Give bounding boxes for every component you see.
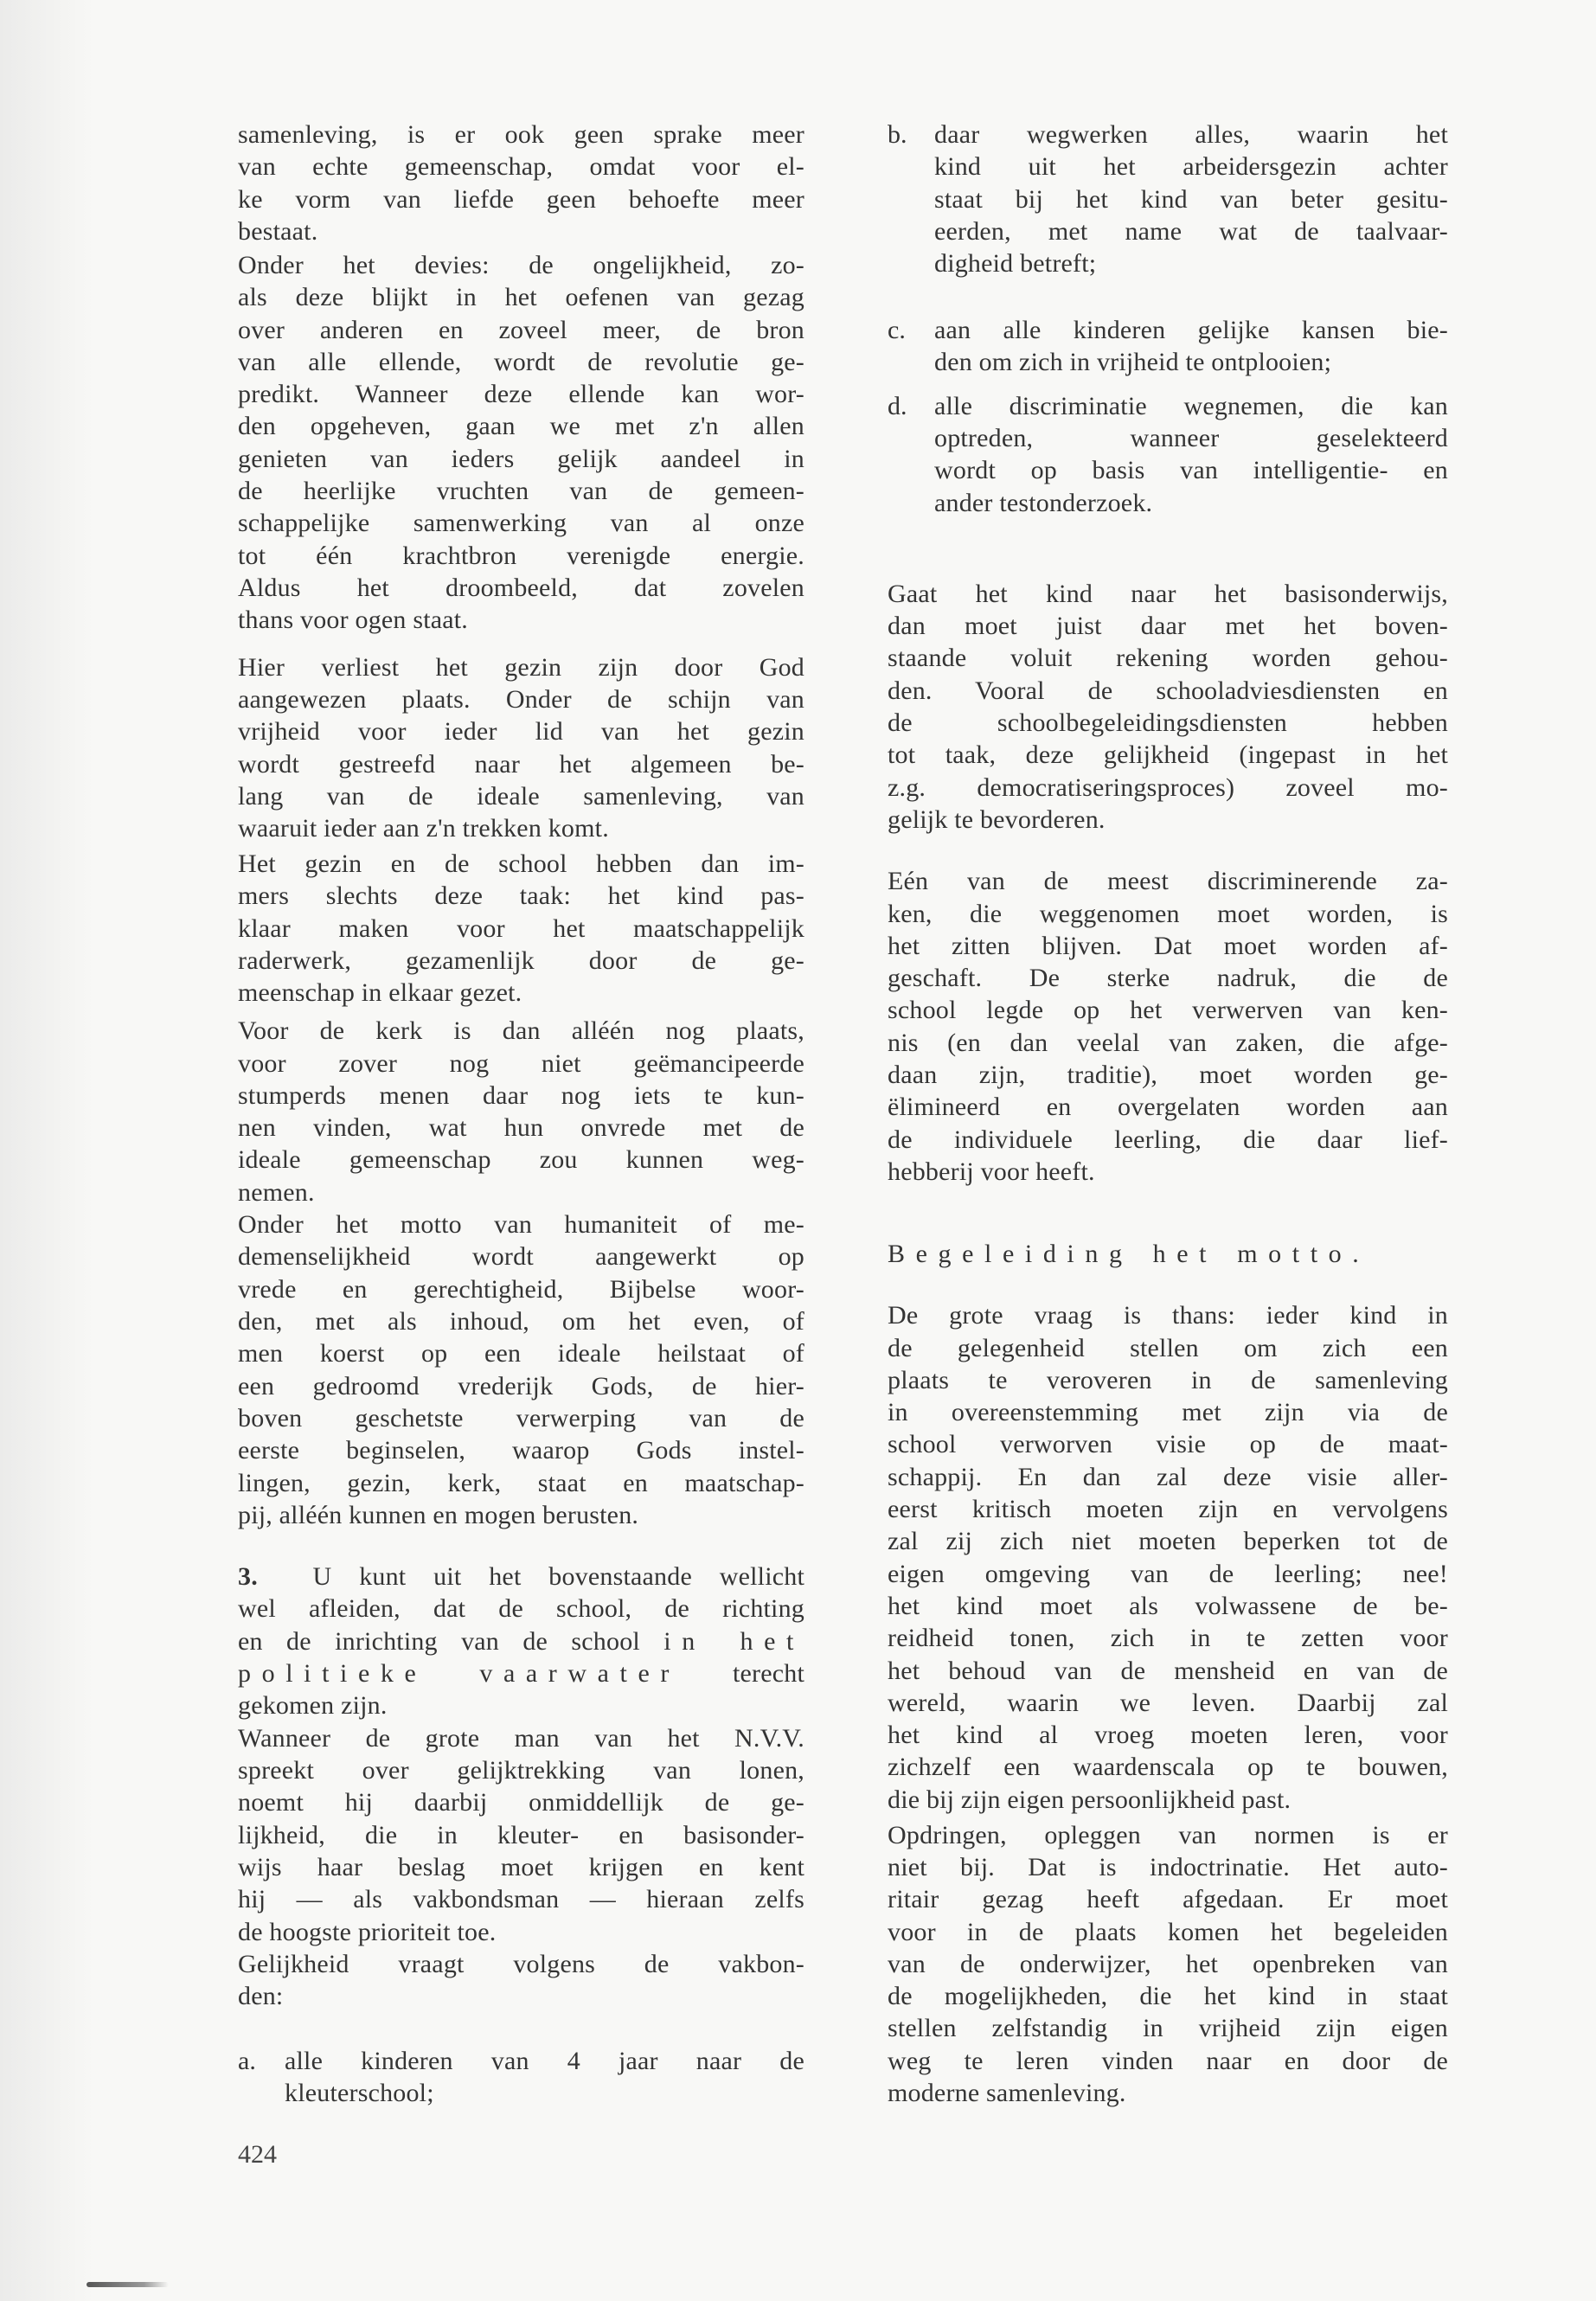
text-line: demenselijkheid wordt aangewerkt op — [238, 1242, 804, 1272]
paragraph — [238, 249, 804, 637]
text-line: de gelegenheid stellen om zich een — [888, 1333, 1448, 1362]
text-line: nis (en dan veelal van zaken, die afge- — [888, 1028, 1448, 1057]
section-number: 3. — [238, 1562, 258, 1592]
paragraph — [238, 1948, 804, 2013]
spaced-emphasis-text: Begeleiding — [888, 1240, 1133, 1269]
spaced-emphasis-text: het — [1152, 1240, 1218, 1269]
text-line: aan alle kinderen gelijke kansen bie- — [934, 315, 1448, 344]
text-line: genieten van ieders gelijk aandeel in — [238, 444, 804, 473]
list-marker: a. — [238, 2046, 256, 2075]
text-line: staande voluit rekening worden gehou- — [888, 644, 1448, 673]
text-line: Gelijkheid vraagt volgens de vakbon- — [238, 1949, 804, 1978]
page-edge-shadow — [0, 0, 95, 2301]
text-line: eigen omgeving van de leerling; nee! — [888, 1559, 1448, 1588]
list-marker: c. — [888, 315, 906, 344]
text-line: het kind moet als volwassene de be- — [888, 1591, 1448, 1620]
list-item-text — [285, 2045, 804, 2110]
text-line: de mogelijkheden, die het kind in staat — [888, 1982, 1448, 2011]
text-line: het zitten blijven. Dat moet worden af- — [888, 931, 1448, 960]
text-line: ander testonderzoek. — [934, 488, 1153, 517]
text-line: klaar maken voor het maatschappelijk — [238, 913, 804, 943]
text-line: wordt op basis van intelligentie- en — [934, 456, 1448, 485]
text-line: tot één krachtbron verenigde energie. — [238, 541, 804, 570]
spaced-emphasis-text: in het — [663, 1626, 804, 1656]
text-line: Onder het devies: de ongelijkheid, zo- — [238, 250, 804, 279]
paragraph — [238, 119, 804, 247]
paragraph — [888, 578, 1448, 836]
text-line: samenleving, is er ook geen sprake meer — [238, 120, 804, 150]
text-line: raderwerk, gezamenlijk door de ge- — [238, 945, 804, 975]
paragraph — [888, 1299, 1448, 1816]
text-segment: en de inrichting van de school — [238, 1626, 664, 1656]
text-line: vrijheid voor ieder lid van het gezin — [238, 717, 804, 747]
text-line: die bij zijn eigen persoonlijkheid past. — [888, 1785, 1292, 1814]
text-line: nemen. — [238, 1177, 315, 1207]
text-line: ideale gemeenschap zou kunnen weg- — [238, 1145, 804, 1175]
text-line: wel afleiden, dat de school, de richting — [238, 1594, 804, 1624]
text-line: digheid betreft; — [934, 249, 1097, 279]
text-line: men koerst op een ideale heilstaat of — [238, 1339, 804, 1368]
text-segment: terecht — [680, 1659, 804, 1689]
text-segment: U kunt uit het bovenstaande wellicht — [257, 1562, 804, 1592]
text-line: het behoud van de mensheid en van de — [888, 1656, 1448, 1685]
text-line: de hoogste prioriteit toe. — [238, 1917, 497, 1946]
list-item — [888, 119, 1448, 279]
text-line: waaruit ieder aan z'n trekken komt. — [238, 814, 609, 843]
text-line: hij — als vakbondsman — hieraan zelfs — [238, 1885, 804, 1914]
text-line: eerste beginselen, waarop Gods instel- — [238, 1436, 804, 1465]
text-line — [888, 1238, 1448, 1270]
text-line: vrede en gerechtigheid, Bijbelse woor- — [238, 1274, 804, 1304]
text-line: boven geschetste verwerping van de — [238, 1403, 804, 1433]
text-line: aangewezen plaats. Onder de schijn van — [238, 684, 804, 714]
text-line: het kind al vroeg moeten leren, voor — [888, 1721, 1448, 1750]
text-line: Hier verliest het gezin zijn door God — [238, 652, 804, 682]
text-line: staat bij het kind van beter gesitu- — [934, 184, 1448, 214]
text-line: tot taak, deze gelijkheid (ingepast in het — [888, 740, 1448, 770]
text-line: ëlimineerd en overgelaten worden aan — [888, 1093, 1448, 1122]
text-line: bestaat. — [238, 216, 318, 246]
text-line: de heerlijke vruchten van de gemeen- — [238, 477, 804, 506]
text-line: Eén van de meest discriminerende za- — [888, 867, 1448, 896]
text-line: reidheid tonen, zich in te zetten voor — [888, 1624, 1448, 1653]
text-line: Opdringen, opleggen van normen is er — [888, 1820, 1448, 1849]
text-line: stellen zelfstandig in vrijheid zijn eigen — [888, 2014, 1448, 2043]
text-line: daar wegwerken alles, waarin het — [934, 120, 1448, 150]
list-item-text — [934, 119, 1448, 279]
text-line: voor zover nog niet geëmancipeerde — [238, 1048, 804, 1078]
text-line: lang van de ideale samenleving, van — [238, 781, 804, 811]
text-line: mers slechts deze taak: het kind pas- — [238, 881, 804, 911]
text-line: ken, die weggenomen moet worden, is — [888, 899, 1448, 928]
text-line: ritair gezag heeft afgedaan. Er moet — [888, 1885, 1448, 1914]
text-line: kleuterschool; — [285, 2079, 434, 2108]
paragraph — [888, 1819, 1448, 2110]
text-line: Wanneer de grote man van het N.V.V. — [238, 1723, 804, 1753]
text-line: spreekt over gelijktrekking van lonen, — [238, 1756, 804, 1785]
spaced-emphasis-text: politieke — [238, 1659, 427, 1689]
list-item-text — [934, 390, 1448, 519]
text-line: zal zij zich niet moeten beperken tot de — [888, 1527, 1448, 1556]
scan-edge-mark — [87, 2282, 169, 2287]
text-line: predikt. Wanneer deze ellende kan wor- — [238, 380, 804, 409]
text-line: eerden, met name wat de taalvaar- — [934, 216, 1448, 246]
text-line: van echte gemeenschap, omdat voor el- — [238, 152, 804, 182]
text-line: eerst kritisch moeten zijn en vervolgens — [888, 1495, 1448, 1524]
text-segment — [1133, 1240, 1153, 1268]
text-line: Voor de kerk is dan alléén nog plaats, — [238, 1016, 804, 1046]
text-line: school legde op het verwerven van ken- — [888, 996, 1448, 1025]
text-line: weg te leren vinden naar en door de — [888, 2046, 1448, 2075]
text-line: den. Vooral de schooladviesdiensten en — [888, 676, 1448, 705]
spaced-emphasis-text: vaarwater — [479, 1659, 681, 1689]
text-line: de individuele leerling, die daar lief- — [888, 1125, 1448, 1154]
text-line: de schoolbegeleidingsdiensten hebben — [888, 708, 1448, 738]
text-line: optreden, wanneer geselekteerd — [934, 424, 1448, 453]
text-line: schappelijke samenwerking van al onze — [238, 509, 804, 538]
text-line: ke vorm van liefde geen behoefte meer — [238, 184, 804, 214]
text-line: als deze blijkt in het oefenen van gezag — [238, 283, 804, 312]
list-item — [888, 390, 1448, 519]
text-line: over anderen en zoveel meer, de bron — [238, 315, 804, 344]
list-marker: d. — [888, 391, 907, 420]
text-segment — [426, 1659, 479, 1688]
text-line: zichzelf een waardenscala op te bouwen, — [888, 1753, 1448, 1782]
text-line: thans voor ogen staat. — [238, 606, 469, 635]
text-line: wordt gestreefd naar het algemeen be- — [238, 749, 804, 779]
list-item-text — [934, 314, 1448, 379]
paragraph — [238, 1561, 804, 1721]
text-line: school verworven visie op de maat- — [888, 1430, 1448, 1459]
text-line: Het gezin en de school hebben dan im- — [238, 849, 804, 878]
page-number: 424 — [238, 2140, 277, 2169]
text-line: Gaat het kind naar het basisonderwijs, — [888, 579, 1448, 608]
text-line: nen vinden, wat hun onvrede met de — [238, 1113, 804, 1143]
text-line: stumperds menen daar nog iets te kun- — [238, 1080, 804, 1110]
text-line: plaats te veroveren in de samenleving — [888, 1365, 1448, 1394]
text-line: den opgeheven, gaan we met z'n allen — [238, 412, 804, 441]
text-line: dan moet juist daar met het boven- — [888, 612, 1448, 641]
text-line: moderne samenleving. — [888, 2079, 1126, 2108]
text-line: gekomen zijn. — [238, 1691, 388, 1721]
text-line: wijs haar beslag moet krijgen en kent — [238, 1852, 804, 1881]
text-line — [238, 1625, 804, 1657]
paragraph — [238, 1722, 804, 1948]
text-line: wereld, waarin we leven. Daarbij zal — [888, 1688, 1448, 1717]
text-line: een gedroomd vrederijk Gods, de hier- — [238, 1371, 804, 1400]
text-line: Onder het motto van humaniteit of me- — [238, 1210, 804, 1240]
text-line: lingen, gezin, kerk, staat en maatschap- — [238, 1468, 804, 1497]
text-line: den: — [238, 1982, 284, 2011]
text-line: Aldus het droombeeld, dat zovelen — [238, 573, 804, 602]
text-line: pij, alléén kunnen en mogen berusten. — [238, 1500, 639, 1529]
text-line: alle kinderen van 4 jaar naar de — [285, 2046, 804, 2075]
text-line: voor in de plaats komen het begeleiden — [888, 1917, 1448, 1946]
text-line: in overeenstemming met zijn via de — [888, 1398, 1448, 1427]
text-line: daan zijn, traditie), moet worden ge- — [888, 1061, 1448, 1090]
text-line — [238, 1561, 804, 1593]
text-line: van de onderwijzer, het openbreken van — [888, 1949, 1448, 1978]
section-heading — [888, 1238, 1448, 1270]
spaced-emphasis-text: motto. — [1237, 1240, 1370, 1269]
text-line: hebberij voor heeft. — [888, 1157, 1095, 1186]
text-line: De grote vraag is thans: ieder kind in — [888, 1301, 1448, 1330]
text-line: den, met als inhoud, om het even, of — [238, 1307, 804, 1336]
text-segment — [1217, 1240, 1237, 1268]
text-line: lijkheid, die in kleuter- en basisonder- — [238, 1820, 804, 1849]
list-item — [238, 2045, 804, 2110]
paragraph — [238, 1015, 804, 1208]
text-line: niet bij. Dat is indoctrinatie. Het auto- — [888, 1852, 1448, 1881]
text-line: meenschap in elkaar gezet. — [238, 978, 522, 1008]
text-line: z.g. democratiseringsproces) zoveel mo- — [888, 772, 1448, 802]
text-line: van alle ellende, wordt de revolutie ge- — [238, 347, 804, 376]
text-line: alle discriminatie wegnemen, die kan — [934, 391, 1448, 420]
list-item — [888, 314, 1448, 379]
text-line: gelijk te bevorderen. — [888, 804, 1106, 834]
text-line: schappij. En dan zal deze visie aller- — [888, 1462, 1448, 1491]
text-line: geschaft. De sterke nadruk, die de — [888, 964, 1448, 993]
paragraph — [238, 848, 804, 1009]
paragraph — [238, 651, 804, 845]
text-line — [238, 1657, 804, 1689]
list-marker: b. — [888, 120, 907, 150]
text-line: kind uit het arbeidersgezin achter — [934, 152, 1448, 182]
text-line: den om zich in vrijheid te ontplooien; — [934, 347, 1332, 376]
text-line: noemt hij daarbij onmiddellijk de ge- — [238, 1788, 804, 1817]
paragraph — [238, 1208, 804, 1531]
paragraph — [888, 865, 1448, 1188]
